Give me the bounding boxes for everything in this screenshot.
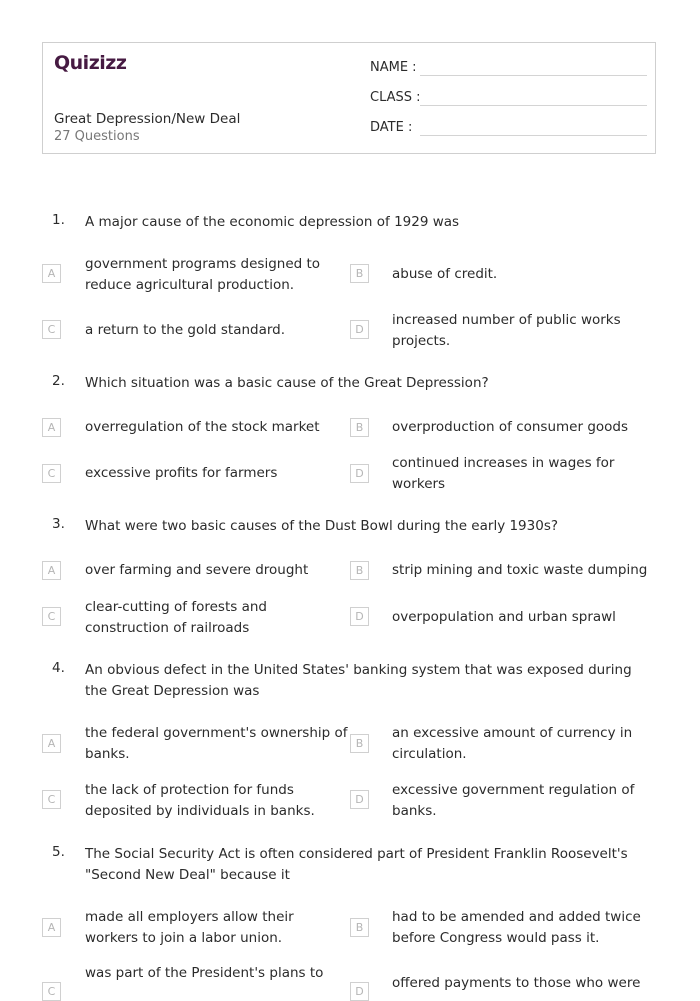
option-text: over farming and severe drought xyxy=(85,562,309,578)
name-label: NAME : xyxy=(370,60,417,75)
option-letter: C xyxy=(42,982,61,1001)
option-letter: B xyxy=(350,734,369,753)
option-text: made all employers allow their workers to join a labor union. xyxy=(85,909,294,946)
option-letter: D xyxy=(350,790,369,809)
worksheet-title: Great Depression/New Deal xyxy=(54,111,241,127)
option-letter: D xyxy=(350,320,369,339)
option-text: clear-cutting of forests and construction of railroads xyxy=(85,599,267,636)
question-text: What were two basic causes of the Dust Bowl during the early 1930s? xyxy=(85,518,559,534)
question-number: 2. xyxy=(52,373,65,389)
question-number: 4. xyxy=(52,660,65,676)
option-letter: B xyxy=(350,561,369,580)
option-text: overpopulation and urban sprawl xyxy=(392,609,616,625)
option-text: had to be amended and added twice before Congress would pass it. xyxy=(392,909,641,946)
option-text: excessive profits for farmers xyxy=(85,465,278,481)
option-text: continued increases in wages for workers xyxy=(392,455,615,492)
option-letter: A xyxy=(42,418,61,437)
option-letter: C xyxy=(42,790,61,809)
option-text: strip mining and toxic waste dumping xyxy=(392,562,648,578)
question-number: 3. xyxy=(52,516,65,532)
option-letter: A xyxy=(42,561,61,580)
option-text: offered payments to those who were xyxy=(392,975,641,991)
class-line xyxy=(420,105,647,106)
date-label: DATE : xyxy=(370,120,413,135)
option-text: overregulation of the stock market xyxy=(85,419,320,435)
option-text: government programs designed to reduce agricultural production. xyxy=(85,256,321,293)
question-text: A major cause of the economic depression of 1929 was xyxy=(85,214,460,230)
name-line xyxy=(420,75,647,76)
option-text: abuse of credit. xyxy=(392,266,498,282)
option-text: a return to the gold standard. xyxy=(85,322,286,338)
option-letter: D xyxy=(350,464,369,483)
option-letter: B xyxy=(350,918,369,937)
class-field xyxy=(370,90,421,105)
option-text: overproduction of consumer goods xyxy=(392,419,629,435)
option-letter: B xyxy=(350,418,369,437)
option-text: increased number of public works projects. xyxy=(392,312,621,349)
option-letter: A xyxy=(42,264,61,283)
option-text: an excessive amount of currency in circulation. xyxy=(392,725,633,762)
date-line xyxy=(420,135,647,136)
option-letter: A xyxy=(42,918,61,937)
quizizz-logo: Quizizz xyxy=(54,52,127,74)
question-count: 27 Questions xyxy=(54,129,140,144)
question-text: Which situation was a basic cause of the Great Depression? xyxy=(85,375,489,391)
question-number: 1. xyxy=(52,212,65,228)
option-letter: B xyxy=(350,264,369,283)
date-field xyxy=(370,120,412,135)
name-field xyxy=(370,60,417,75)
option-letter: C xyxy=(42,464,61,483)
class-label: CLASS : xyxy=(370,90,421,105)
question-number: 5. xyxy=(52,844,65,860)
option-letter: A xyxy=(42,734,61,753)
question-text: The Social Security Act is often considered part of President Franklin Roosevelt's "Second New Deal" because it xyxy=(85,846,628,883)
option-letter: C xyxy=(42,320,61,339)
option-letter: D xyxy=(350,607,369,626)
option-letter: D xyxy=(350,982,369,1001)
option-text: the federal government's ownership of banks. xyxy=(85,725,348,762)
option-letter: C xyxy=(42,607,61,626)
question-text: An obvious defect in the United States' banking system that was exposed during the Great Depression was xyxy=(85,662,632,699)
option-text: excessive government regulation of banks. xyxy=(392,782,635,819)
option-text: was part of the President's plans to xyxy=(85,965,324,981)
worksheet-header xyxy=(42,42,656,154)
option-text: the lack of protection for funds deposited by individuals in banks. xyxy=(85,782,315,819)
